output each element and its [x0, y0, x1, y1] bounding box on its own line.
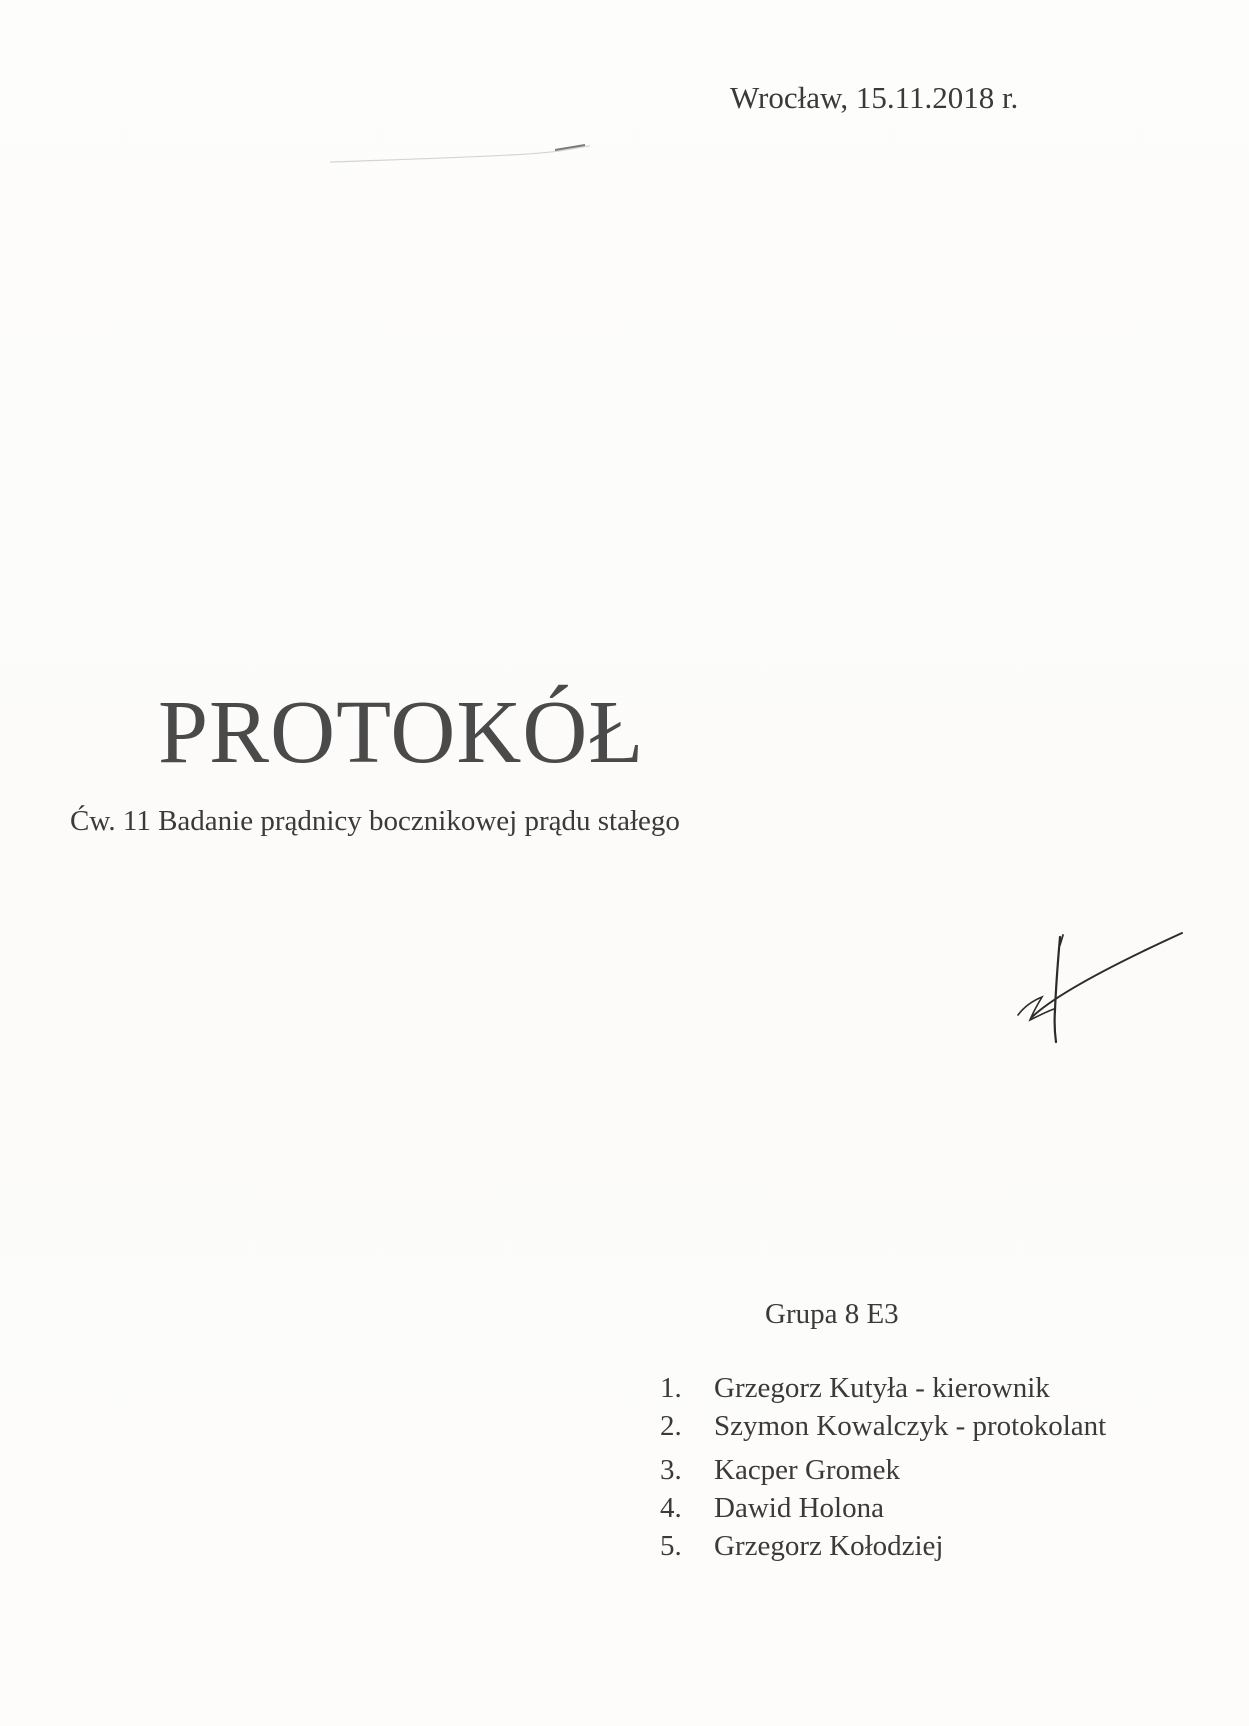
document-title: PROTOKÓŁ: [158, 683, 645, 782]
list-item: [660, 1451, 1106, 1489]
list-item: [660, 1407, 1106, 1445]
exercise-subtitle: Ćw. 11 Badanie prądnicy bocznikowej prądu stałego: [70, 805, 680, 837]
list-item-number: 5.: [660, 1530, 682, 1562]
list-item-number: 1.: [660, 1372, 682, 1404]
list-item: [660, 1527, 1106, 1565]
list-item: [660, 1489, 1106, 1527]
scan-artifact-line: [330, 140, 590, 170]
list-item-number: 3.: [660, 1454, 682, 1486]
list-item: [660, 1369, 1106, 1407]
handwritten-signature: [1010, 925, 1185, 1045]
member-name: Grzegorz Kołodziej: [714, 1530, 944, 1562]
member-name: Kacper Gromek: [714, 1454, 900, 1486]
member-name: Grzegorz Kutyła - kierownik: [714, 1372, 1050, 1404]
place-and-date: Wrocław, 15.11.2018 r.: [730, 80, 1019, 115]
list-item-number: 2.: [660, 1410, 682, 1442]
member-name: Szymon Kowalczyk - protokolant: [714, 1410, 1107, 1442]
members-list: [660, 1369, 1106, 1565]
member-name: Dawid Holona: [714, 1492, 884, 1524]
list-item-number: 4.: [660, 1492, 682, 1524]
group-label: Grupa 8 E3: [765, 1298, 899, 1330]
